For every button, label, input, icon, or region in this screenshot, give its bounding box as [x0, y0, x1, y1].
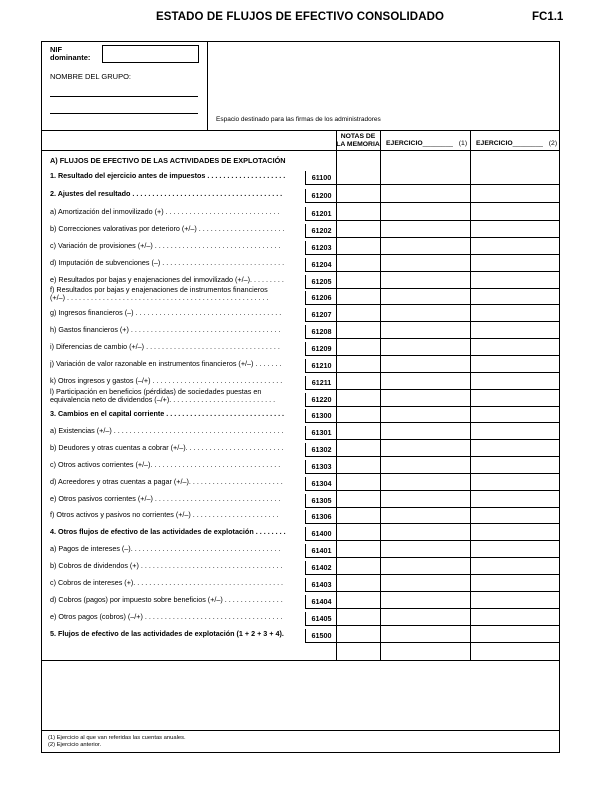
row-rule-61300	[305, 422, 560, 423]
table-bottom	[41, 660, 560, 661]
row-label-61400	[50, 528, 302, 536]
footnote-separator	[41, 730, 560, 731]
row-rule-61202	[305, 237, 560, 238]
row-code-61200: 61200	[305, 189, 337, 202]
cell-notes-61305[interactable]	[337, 493, 380, 507]
notes-header-line2: LA MEMORIA	[336, 140, 380, 148]
cell-notes-61100[interactable]	[337, 170, 380, 184]
cell-notes-61209[interactable]	[337, 341, 380, 355]
row-label-61211	[50, 377, 302, 385]
row-label-text-61400: 4. Otros flujos de efectivo de las actividades de explotación . . . . . . . .	[50, 528, 286, 536]
row-rule-61405	[305, 625, 560, 626]
row-label-text-61305: e) Otros pasivos corrientes (+/–) . . . . . . . . . . . . . . . . . . . . . . . . . . . . . . . .	[50, 495, 281, 503]
cell-ej1-61301[interactable]	[381, 425, 470, 439]
exercise-2-header	[476, 140, 557, 148]
column-header-bottom	[41, 150, 560, 151]
row-label-text-61402: b) Cobros de dividendos (+) . . . . . . . . . . . . . . . . . . . . . . . . . . . . . . . . . . . .	[50, 562, 283, 570]
row-label-text-61201: a) Amortización del inmovilizado (+) . . . . . . . . . . . . . . . . . . . . . . . . . . . . .	[50, 208, 280, 216]
row-code-61500: 61500	[305, 629, 337, 642]
row-label-text-61302: b) Deudores y otras cuentas a cobrar (+/–). . . . . . . . . . . . . . . . . . . . . . . . .	[50, 444, 284, 452]
cell-ej1-61304[interactable]	[381, 476, 470, 490]
row-code-61210: 61210	[305, 359, 337, 372]
row-rule-61207	[305, 321, 560, 322]
row-code-61302: 61302	[305, 443, 337, 456]
cell-ej2-61100[interactable]	[471, 170, 560, 184]
row-label-text-61220: l) Participación en beneficios (pérdidas) de sociedades puestas en	[50, 388, 262, 396]
row-label-61305	[50, 495, 302, 503]
row-rule-61209	[305, 355, 560, 356]
cell-ej2-61403[interactable]	[471, 577, 560, 591]
cell-ej1-61500[interactable]	[381, 628, 470, 642]
cell-ej2-61207[interactable]	[471, 307, 560, 321]
cell-ej2-61201[interactable]	[471, 206, 560, 220]
cell-notes-61402[interactable]	[337, 560, 380, 574]
row-label-61206	[50, 286, 302, 302]
row-label-61208	[50, 326, 302, 334]
cell-ej1-61208[interactable]	[381, 324, 470, 338]
cell-ej1-61302[interactable]	[381, 442, 470, 456]
cell-ej1-61203[interactable]	[381, 240, 470, 254]
cell-ej2-61300[interactable]	[471, 408, 560, 422]
cell-ej1-61220[interactable]	[381, 392, 470, 406]
cell-notes-61207[interactable]	[337, 307, 380, 321]
cell-ej2-61205[interactable]	[471, 274, 560, 288]
row-label-61201	[50, 208, 302, 216]
row-label-text-61202: b) Correcciones valorativas por deterioro (+/–) . . . . . . . . . . . . . . . . . . . . . .	[50, 225, 285, 233]
row-label-text2-61220: equivalencia neto de dividendos (–/+). . . . . . . . . . . . . . . . . . . . . . . . . . .	[50, 395, 276, 404]
row-code-61100: 61100	[305, 171, 337, 184]
cell-ej2-61402[interactable]	[471, 560, 560, 574]
cell-ej2-61203[interactable]	[471, 240, 560, 254]
row-label-text-61303: c) Otros activos corrientes (+/–). . . . . . . . . . . . . . . . . . . . . . . . . . . . . . . . .	[50, 461, 281, 469]
notes-header-line1: NOTAS DE	[340, 133, 376, 140]
row-label-text-61300: 3. Cambios en el capital corriente . . . . . . . . . . . . . . . . . . . . . . . . . . . . . .	[50, 410, 285, 418]
cell-ej2-61209[interactable]	[471, 341, 560, 355]
row-label-text-61401: a) Pagos de intereses (–). . . . . . . . . . . . . . . . . . . . . . . . . . . . . . . . . . . . . .	[50, 545, 281, 553]
row-label-text-61100: 1. Resultado del ejercicio antes de impuestos . . . . . . . . . . . . . . . . . . . .	[50, 172, 286, 180]
cell-ej2-61404[interactable]	[471, 594, 560, 608]
row-code-61405: 61405	[305, 612, 337, 625]
cell-ej2-61204[interactable]	[471, 257, 560, 271]
cell-notes-61203[interactable]	[337, 240, 380, 254]
row-label-61207	[50, 309, 302, 317]
row-label-61403	[50, 579, 302, 587]
cell-ej2-61220[interactable]	[471, 392, 560, 406]
cell-notes-61200[interactable]	[337, 188, 380, 202]
row-code-61305: 61305	[305, 494, 337, 507]
row-rule-61100	[305, 184, 560, 185]
footnote-1: (1) Ejercicio al que van referidas las cuentas anuales.	[48, 735, 186, 741]
header-divider	[207, 41, 208, 131]
cell-notes-61205[interactable]	[337, 274, 380, 288]
cell-ej2-61405[interactable]	[471, 611, 560, 625]
cell-ej1-61300[interactable]	[381, 408, 470, 422]
row-rule-61500	[305, 642, 560, 643]
row-label-61304	[50, 478, 302, 486]
row-code-61203: 61203	[305, 241, 337, 254]
cell-ej1-61405[interactable]	[381, 611, 470, 625]
row-code-61401: 61401	[305, 544, 337, 557]
row-rule-61401	[305, 557, 560, 558]
row-code-61303: 61303	[305, 460, 337, 473]
cell-ej2-61500[interactable]	[471, 628, 560, 642]
cell-ej2-61210[interactable]	[471, 358, 560, 372]
cell-ej1-61202[interactable]	[381, 223, 470, 237]
row-label-text-61200: 2. Ajustes del resultado . . . . . . . . . . . . . . . . . . . . . . . . . . . . . . . . . . . . . .	[50, 190, 283, 198]
row-label-61405	[50, 613, 302, 621]
cell-notes-61303[interactable]	[337, 459, 380, 473]
row-code-61209: 61209	[305, 342, 337, 355]
row-rule-61402	[305, 574, 560, 575]
row-label-text-61304: d) Acreedores y otras cuentas a pagar (+/–). . . . . . . . . . . . . . . . . . . . . . . .	[50, 478, 283, 486]
row-rule-61305	[305, 507, 560, 508]
row-label-61303	[50, 461, 302, 469]
cell-ej1-61206[interactable]	[381, 290, 470, 304]
cell-ej1-61305[interactable]	[381, 493, 470, 507]
nif-input[interactable]	[102, 45, 199, 63]
nif-label	[50, 46, 90, 62]
form-code: FC1.1	[532, 11, 564, 23]
exercise-1-blank: ________	[422, 140, 453, 147]
cell-notes-61300[interactable]	[337, 408, 380, 422]
row-label-text-61500: 5. Flujos de efectivo de las actividades de explotación (1 + 2 + 3 + 4).	[50, 630, 284, 638]
cell-notes-61500[interactable]	[337, 628, 380, 642]
row-code-61205: 61205	[305, 275, 337, 288]
cell-notes-61211[interactable]	[337, 375, 380, 389]
cell-ej1-61205[interactable]	[381, 274, 470, 288]
row-label-text-61205: e) Resultados por bajas y enajenaciones del inmovilizado (+/–). . . . . . . . .	[50, 276, 284, 284]
nif-label-line1: NIF	[50, 45, 63, 54]
row-rule-61206	[305, 304, 560, 305]
group-name-label: NOMBRE DEL GRUPO:	[50, 72, 131, 81]
cell-ej2-61400[interactable]	[471, 526, 560, 540]
row-rule-61204	[305, 271, 560, 272]
row-code-61207: 61207	[305, 308, 337, 321]
row-code-61206: 61206	[305, 291, 337, 304]
row-rule-61306	[305, 523, 560, 524]
cell-ej1-61210[interactable]	[381, 358, 470, 372]
footnote-2: (2) Ejercicio anterior.	[48, 742, 102, 748]
cell-ej1-61204[interactable]	[381, 257, 470, 271]
cell-ej2-61206[interactable]	[471, 290, 560, 304]
row-label-text-61208: h) Gastos financieros (+) . . . . . . . . . . . . . . . . . . . . . . . . . . . . . . . . . . . . . .	[50, 326, 281, 334]
row-label-text-61301: a) Existencias (+/–) . . . . . . . . . . . . . . . . . . . . . . . . . . . . . . . . . . . . . . . . . . .	[50, 427, 284, 435]
row-label-text-61204: d) Imputación de subvenciones (–) . . . . . . . . . . . . . . . . . . . . . . . . . . . . . . .	[50, 259, 285, 267]
row-label-61202	[50, 225, 302, 233]
row-rule-61404	[305, 608, 560, 609]
row-label-text-61405: e) Otros pagos (cobros) (–/+) . . . . . . . . . . . . . . . . . . . . . . . . . . . . . . . . . . .	[50, 613, 283, 621]
row-label-61402	[50, 562, 302, 570]
cell-ej1-61207[interactable]	[381, 307, 470, 321]
row-label-text2-61206: (+/–) . . . . . . . . . . . . . . . . . . . . . . . . . . . . . . . . . . . . . . . . . . . . . . . . . . .	[50, 293, 269, 302]
cell-notes-61204[interactable]	[337, 257, 380, 271]
cell-notes-61208[interactable]	[337, 324, 380, 338]
row-code-61208: 61208	[305, 325, 337, 338]
row-label-61300	[50, 410, 302, 418]
row-label-61500	[50, 630, 302, 638]
row-label-61203	[50, 242, 302, 250]
row-rule-61208	[305, 338, 560, 339]
section-heading: A) FLUJOS DE EFECTIVO DE LAS ACTIVIDADES DE EXPLOTACIÓN	[50, 156, 286, 165]
row-code-61304: 61304	[305, 477, 337, 490]
row-rule-61302	[305, 456, 560, 457]
cell-ej2-61208[interactable]	[471, 324, 560, 338]
row-code-61306: 61306	[305, 510, 337, 523]
cell-notes-61202[interactable]	[337, 223, 380, 237]
row-label-61209	[50, 343, 302, 351]
cell-notes-61302[interactable]	[337, 442, 380, 456]
row-rule-61200	[305, 202, 560, 203]
row-code-61300: 61300	[305, 409, 337, 422]
cell-ej2-61304[interactable]	[471, 476, 560, 490]
form-title: ESTADO DE FLUJOS DE EFECTIVO CONSOLIDADO	[155, 11, 445, 23]
row-code-61400: 61400	[305, 527, 337, 540]
exercise-2-blank: ________	[512, 140, 543, 147]
footnotes	[48, 735, 186, 749]
row-rule-61211	[305, 389, 560, 390]
row-rule-61203	[305, 254, 560, 255]
exercise-1-header	[386, 140, 467, 148]
cell-ej2-61401[interactable]	[471, 543, 560, 557]
row-code-61404: 61404	[305, 595, 337, 608]
group-name-line-1[interactable]	[50, 96, 198, 97]
cell-ej1-61211[interactable]	[381, 375, 470, 389]
cell-notes-61206[interactable]	[337, 290, 380, 304]
cell-notes-61401[interactable]	[337, 543, 380, 557]
row-code-61211: 61211	[305, 376, 337, 389]
row-label-61302	[50, 444, 302, 452]
notes-header	[336, 133, 380, 148]
cell-ej1-61400[interactable]	[381, 526, 470, 540]
cell-notes-61403[interactable]	[337, 577, 380, 591]
row-code-61202: 61202	[305, 224, 337, 237]
cell-ej2-61200[interactable]	[471, 188, 560, 202]
exercise-1-label: EJERCICIO	[386, 140, 423, 147]
row-label-text-61206: f) Resultados por bajas y enajenaciones de instrumentos financieros	[50, 286, 268, 294]
row-rule-61400	[305, 540, 560, 541]
row-label-61404	[50, 596, 302, 604]
group-name-line-2[interactable]	[50, 113, 198, 114]
row-label-61401	[50, 545, 302, 553]
cell-ej2-61302[interactable]	[471, 442, 560, 456]
row-rule-61403	[305, 591, 560, 592]
row-label-61205	[50, 276, 302, 284]
cell-notes-61306[interactable]	[337, 509, 380, 523]
cell-notes-61220[interactable]	[337, 392, 380, 406]
row-label-text-61211: k) Otros ingresos y gastos (–/+) . . . . . . . . . . . . . . . . . . . . . . . . . . . . . . . . .	[50, 377, 283, 385]
row-rule-61304	[305, 490, 560, 491]
row-rule-61205	[305, 288, 560, 289]
cell-ej2-61301[interactable]	[471, 425, 560, 439]
row-label-61306	[50, 511, 302, 519]
cell-notes-61400[interactable]	[337, 526, 380, 540]
row-rule-61303	[305, 473, 560, 474]
row-label-text-61403: c) Cobros de intereses (+). . . . . . . . . . . . . . . . . . . . . . . . . . . . . . . . . . . . . .	[50, 579, 284, 587]
cell-ej2-61303[interactable]	[471, 459, 560, 473]
row-label-text-61306: f) Otros activos y pasivos no corrientes (+/–) . . . . . . . . . . . . . . . . . . . . . .	[50, 511, 279, 519]
cell-ej1-61402[interactable]	[381, 560, 470, 574]
cell-ej1-61401[interactable]	[381, 543, 470, 557]
row-code-61201: 61201	[305, 207, 337, 220]
row-label-61220	[50, 388, 302, 404]
row-code-61220: 61220	[305, 393, 337, 406]
row-code-61204: 61204	[305, 258, 337, 271]
row-code-61301: 61301	[305, 426, 337, 439]
row-label-61200	[50, 190, 302, 198]
cell-notes-61201[interactable]	[337, 206, 380, 220]
row-rule-61210	[305, 372, 560, 373]
row-label-text-61203: c) Variación de provisiones (+/–) . . . . . . . . . . . . . . . . . . . . . . . . . . . . . . . .	[50, 242, 281, 250]
cell-ej2-61306[interactable]	[471, 509, 560, 523]
row-label-61210	[50, 360, 302, 368]
cell-ej1-61403[interactable]	[381, 577, 470, 591]
cell-ej1-61100[interactable]	[381, 170, 470, 184]
cell-ej1-61306[interactable]	[381, 509, 470, 523]
row-rule-61220	[305, 406, 560, 407]
exercise-2-label: EJERCICIO	[476, 140, 513, 147]
cell-ej1-61201[interactable]	[381, 206, 470, 220]
cell-notes-61405[interactable]	[337, 611, 380, 625]
exercise-2-ref: (2)	[548, 140, 558, 147]
row-label-text-61207: g) Ingresos financieros (–) . . . . . . . . . . . . . . . . . . . . . . . . . . . . . . . . . . . . .	[50, 309, 282, 317]
cell-notes-61404[interactable]	[337, 594, 380, 608]
row-rule-61201	[305, 220, 560, 221]
row-code-61402: 61402	[305, 561, 337, 574]
row-label-text-61209: i) Diferencias de cambio (+/–) . . . . . . . . . . . . . . . . . . . . . . . . . . . . . . . . . .	[50, 343, 280, 351]
cell-ej2-61305[interactable]	[471, 493, 560, 507]
cell-ej2-61211[interactable]	[471, 375, 560, 389]
row-label-text-61404: d) Cobros (pagos) por impuesto sobre beneficios (+/–) . . . . . . . . . . . . . . .	[50, 596, 283, 604]
cell-ej1-61209[interactable]	[381, 341, 470, 355]
cell-ej1-61303[interactable]	[381, 459, 470, 473]
row-label-61100	[50, 172, 302, 180]
row-label-61301	[50, 427, 302, 435]
row-label-text-61210: j) Variación de valor razonable en instrumentos financieros (+/–) . . . . . . .	[50, 360, 282, 368]
row-code-61403: 61403	[305, 578, 337, 591]
nif-label-line2: dominante:	[50, 53, 91, 62]
cell-ej2-61202[interactable]	[471, 223, 560, 237]
cell-notes-61301[interactable]	[337, 425, 380, 439]
row-rule-61301	[305, 439, 560, 440]
cell-ej1-61404[interactable]	[381, 594, 470, 608]
signature-note: Espacio destinado para las firmas de los administradores	[216, 116, 381, 123]
cell-notes-61210[interactable]	[337, 358, 380, 372]
cell-ej1-61200[interactable]	[381, 188, 470, 202]
row-label-61204	[50, 259, 302, 267]
cell-notes-61304[interactable]	[337, 476, 380, 490]
exercise-1-ref: (1)	[458, 140, 468, 147]
